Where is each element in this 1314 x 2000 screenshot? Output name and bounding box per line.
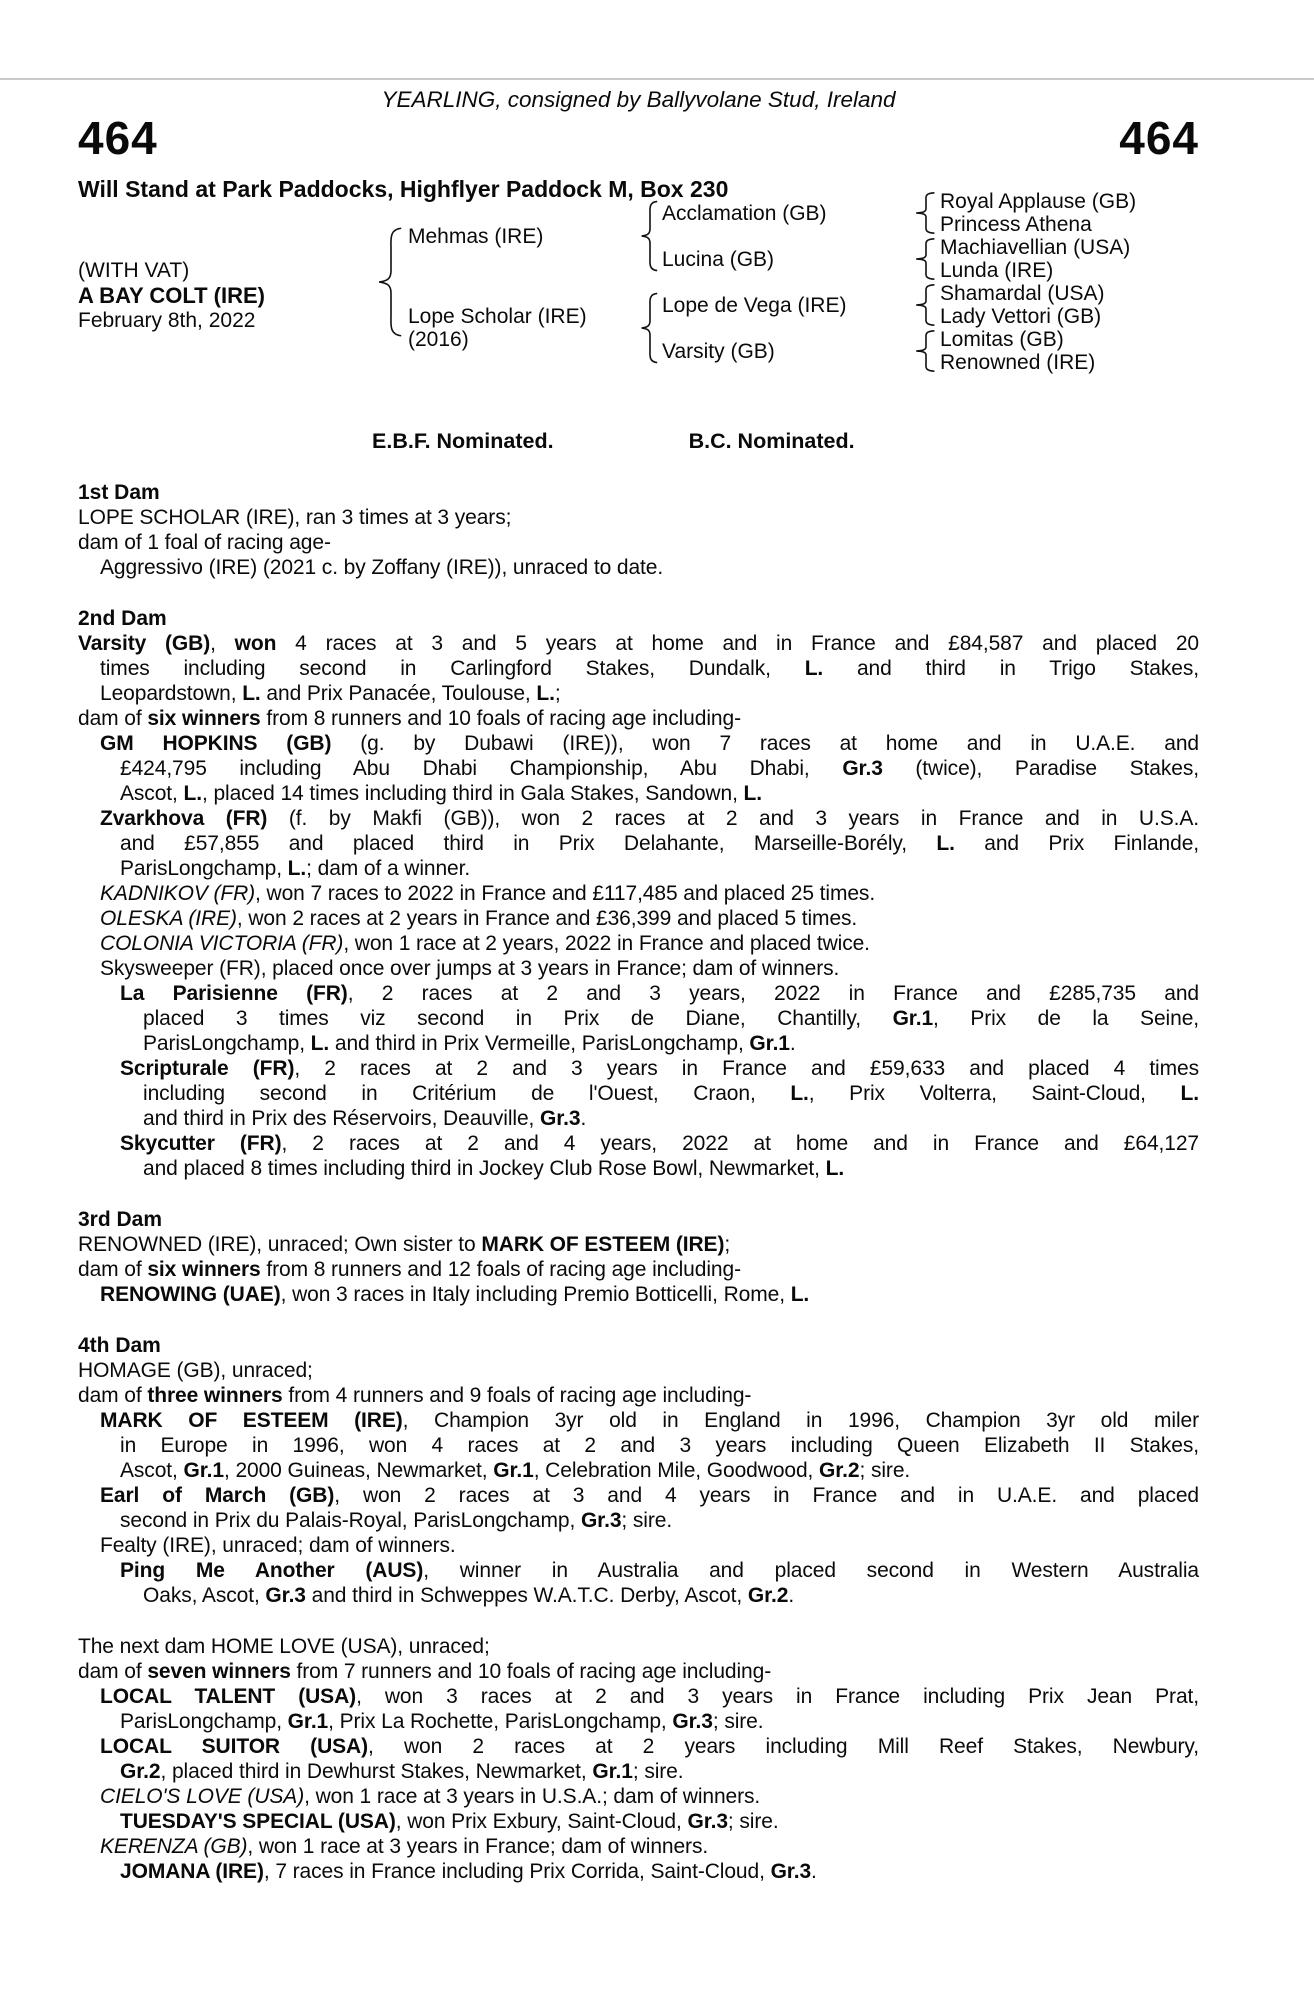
catalogue-line — [78, 1282, 1199, 1307]
pedigree-table — [78, 190, 1199, 374]
catalogue-line — [78, 1257, 1199, 1282]
text-run: (g. by Dubawi (IRE)), won 7 races at home and in U.A.E. and — [331, 732, 1200, 755]
text-run: ParisLongchamp, — [143, 1032, 311, 1055]
horse-name: Lunda (IRE) — [940, 259, 1054, 282]
text-run: ParisLongchamp, — [120, 1710, 288, 1733]
text-run: dam of — [78, 1384, 148, 1407]
text-run: ParisLongchamp, — [120, 857, 288, 880]
horse-name: Varsity (GB) — [662, 339, 775, 363]
pedigree-ancestor — [940, 351, 1199, 374]
pedigree-brace-g3-2 — [912, 236, 940, 282]
catalogue-line — [78, 530, 1199, 555]
pedigree-brace-g3-3 — [912, 282, 940, 328]
catalogue-line — [78, 1358, 1199, 1383]
text-run: ; — [724, 1233, 731, 1256]
text-run: Fealty (IRE), unraced; dam of winners. — [100, 1534, 456, 1557]
nominations-row — [78, 429, 1199, 454]
text-run: (twice), Paradise Stakes, — [882, 757, 1199, 780]
catalogue-line — [78, 1583, 1199, 1608]
catalogue-line — [78, 505, 1199, 530]
pedigree-ancestor — [940, 282, 1199, 305]
section-heading: 2nd Dam — [78, 607, 167, 630]
bold-run: Gr.3 — [770, 1860, 812, 1883]
text-run: , Prix La Rochette, ParisLongchamp, — [328, 1710, 673, 1733]
text-run: from 8 runners and 10 foals of racing age including- — [260, 707, 741, 730]
lot-number-row — [78, 112, 1199, 164]
bold-run: Skycutter (FR) — [120, 1132, 282, 1155]
text-run: ; — [554, 682, 561, 705]
stand-location: Will Stand at Park Paddocks, Highflyer Paddock M, Box 230 — [78, 176, 729, 202]
bold-run: seven winners — [147, 1660, 291, 1683]
catalogue-line — [78, 1056, 1199, 1081]
text-run: HOMAGE (GB), unraced; — [78, 1359, 313, 1382]
bold-run: Gr.1 — [287, 1710, 329, 1733]
bold-run: La Parisienne (FR) — [120, 982, 348, 1005]
catalogue-line — [78, 806, 1199, 831]
catalogue-line — [78, 1483, 1199, 1508]
bold-run: Gr.2 — [747, 1584, 789, 1607]
horse-name: Lady Vettori (GB) — [940, 305, 1102, 328]
section-heading: 1st Dam — [78, 481, 160, 504]
second-dam-section — [78, 606, 1199, 1181]
text-run: from 4 runners and 9 foals of racing age including- — [282, 1384, 752, 1407]
text-run: Ascot, — [120, 782, 184, 805]
text-run: and third in Prix des Réservoirs, Deauville, — [143, 1107, 541, 1130]
pedigree-ancestor — [940, 328, 1199, 351]
pedigree-dam-dam — [662, 328, 912, 374]
bold-run: Gr.3 — [842, 757, 883, 780]
bold-run: L. — [825, 1157, 845, 1180]
bold-run: L. — [183, 782, 202, 805]
horse-name: Lope Scholar (IRE) — [408, 305, 587, 328]
pedigree-ancestor — [940, 213, 1199, 236]
text-run: , placed 14 times including third in Gala Stakes, Sandown, — [201, 782, 744, 805]
catalogue-line — [78, 706, 1199, 731]
text-run: in Europe in 1996, won 4 races at 2 and 3 years including Queen Elizabeth II Stakes, — [120, 1434, 1199, 1457]
bold-run: Gr.1 — [592, 1760, 633, 1783]
catalogue-line — [78, 931, 1199, 956]
italic-run: KERENZA (GB) — [100, 1835, 248, 1858]
text-run: , won 3 races in Italy including Premio Botticelli, Rome, — [280, 1283, 791, 1306]
text-run: dam of 1 foal of racing age- — [78, 531, 331, 554]
text-run: LOPE SCHOLAR (IRE), ran 3 times at 3 years; — [78, 506, 512, 529]
horse-name: Machiavellian (USA) — [940, 236, 1131, 259]
pedigree-dam-sire — [662, 282, 912, 328]
dam-year: (2016) — [408, 328, 469, 351]
catalogue-line — [78, 906, 1199, 931]
text-run: , won 7 races to 2022 in France and £117,485 and placed 25 times. — [255, 882, 876, 905]
bold-run: L. — [536, 682, 555, 705]
pedigree-ancestor — [940, 190, 1199, 213]
catalogue-line — [78, 881, 1199, 906]
bold-run: L. — [743, 782, 763, 805]
consignment-title: YEARLING, consigned by Ballyvolane Stud, Ireland — [381, 87, 896, 112]
ebf-nomination: E.B.F. Nominated. — [372, 429, 554, 453]
bold-run: GM HOPKINS (GB) — [100, 732, 332, 755]
text-run: placed 3 times viz second in Prix de Diane, Chantilly, — [143, 1007, 893, 1030]
text-run: dam of — [78, 1258, 148, 1281]
text-run: (f. by Makfi (GB)), won 2 races at 2 and 3 years in France and in U.S.A. — [267, 807, 1199, 830]
text-run: 4 races at 3 and 5 years at home and in France and £84,587 and placed 20 — [276, 632, 1199, 655]
bold-run: Gr.3 — [540, 1107, 581, 1130]
fourth-dam-section — [78, 1333, 1199, 1608]
bc-nomination: B.C. Nominated. — [688, 429, 855, 453]
bold-run: Gr.3 — [672, 1710, 713, 1733]
horse-name: Princess Athena — [940, 213, 1092, 236]
lot-number-left: 464 — [78, 112, 158, 164]
bold-run: Gr.3 — [265, 1584, 306, 1607]
catalogue-line — [78, 1684, 1199, 1709]
bold-run: Earl of March (GB) — [100, 1484, 335, 1507]
dam-sections — [78, 480, 1199, 1884]
bold-run: L. — [242, 682, 261, 705]
text-run: . — [811, 1860, 817, 1883]
text-run: and third in Prix Vermeille, ParisLongchamp, — [329, 1032, 750, 1055]
pedigree-sire-dam — [662, 236, 912, 282]
bold-run: Gr.1 — [749, 1032, 790, 1055]
text-run: , won 2 races at 2 years including Mill Reef Stakes, Newbury, — [368, 1735, 1199, 1758]
bold-run: MARK OF ESTEEM (IRE) — [100, 1409, 403, 1432]
bold-run: Gr.2 — [819, 1459, 860, 1482]
catalogue-line — [78, 656, 1199, 681]
italic-run: COLONIA VICTORIA (FR) — [100, 932, 344, 955]
bold-run: Varsity (GB) — [78, 632, 211, 655]
pedigree-brace-g3-1 — [912, 190, 940, 236]
text-run: , won 1 race at 3 years in U.S.A.; dam of winners. — [304, 1785, 761, 1808]
text-run: ; dam of a winner. — [306, 857, 471, 880]
bold-run: L. — [310, 1032, 330, 1055]
bold-run: Scripturale (FR) — [120, 1057, 295, 1080]
pedigree-brace-main — [374, 213, 408, 351]
bold-run: six winners — [147, 1258, 261, 1281]
horse-name: Renowned (IRE) — [940, 351, 1096, 374]
text-run: , 2 races at 2 and 3 years, 2022 in France and £285,735 and — [347, 982, 1199, 1005]
horse-name: Mehmas (IRE) — [408, 224, 544, 248]
bold-run: Gr.1 — [892, 1007, 934, 1030]
bold-run: L. — [287, 857, 307, 880]
text-run: ; sire. — [621, 1509, 673, 1532]
text-run: times including second in Carlingford Stakes, Dundalk, — [100, 657, 805, 680]
bold-run: Gr.2 — [120, 1760, 161, 1783]
text-run: , placed third in Dewhurst Stakes, Newmarket, — [160, 1760, 593, 1783]
bold-run: Ping Me Another (AUS) — [120, 1559, 424, 1582]
horse-name: Lucina (GB) — [662, 247, 775, 271]
text-run: , Prix de la Seine, — [933, 1007, 1200, 1030]
horse-name: Acclamation (GB) — [662, 201, 827, 225]
text-run: , won 1 race at 3 years in France; dam of winners. — [247, 1835, 709, 1858]
catalogue-line — [78, 1859, 1199, 1884]
bold-run: JOMANA (IRE) — [120, 1860, 264, 1883]
bold-run: Gr.1 — [183, 1459, 224, 1482]
text-run: ; sire. — [712, 1710, 764, 1733]
text-run: , won 3 races at 2 and 3 years in France including Prix Jean Prat, — [356, 1685, 1199, 1708]
catalogue-line — [78, 781, 1199, 806]
catalogue-line — [78, 731, 1199, 756]
text-run: dam of — [78, 1660, 148, 1683]
catalogue-line — [78, 756, 1199, 781]
catalogue-line — [78, 1634, 1199, 1659]
first-dam-section — [78, 480, 1199, 580]
text-run: Aggressivo (IRE) (2021 c. by Zoffany (IRE)), unraced to date. — [100, 556, 664, 579]
bold-run: Gr.1 — [493, 1459, 534, 1482]
pedigree-ancestor — [940, 259, 1199, 282]
catalogue-line — [78, 1383, 1199, 1408]
catalogue-line — [78, 1784, 1199, 1809]
text-run: ; sire. — [632, 1760, 684, 1783]
text-run: The next dam HOME LOVE (USA), unraced; — [78, 1635, 490, 1658]
text-run: , 7 races in France including Prix Corrida, Saint-Cloud, — [263, 1860, 771, 1883]
bold-run: LOCAL SUITOR (USA) — [100, 1735, 369, 1758]
text-run: Oaks, Ascot, — [143, 1584, 266, 1607]
text-run: and placed 8 times including third in Jockey Club Rose Bowl, Newmarket, — [143, 1157, 826, 1180]
bold-run: three winners — [147, 1384, 283, 1407]
catalogue-line — [78, 1232, 1199, 1257]
text-run: , won 1 race at 2 years, 2022 in France and placed twice. — [343, 932, 870, 955]
text-run: second in Prix du Palais-Royal, ParisLongchamp, — [120, 1509, 581, 1532]
text-run: and third in Schweppes W.A.T.C. Derby, Ascot, — [305, 1584, 748, 1607]
text-run: ; sire. — [727, 1810, 779, 1833]
pedigree-ancestor — [940, 305, 1199, 328]
pedigree-brace-sire — [638, 190, 662, 282]
catalogue-line — [78, 681, 1199, 706]
text-run: £424,795 including Abu Dhabi Championship, Abu Dhabi, — [120, 757, 843, 780]
text-run: and £57,855 and placed third in Prix Delahante, Marseille-Borély, — [120, 832, 937, 855]
catalogue-line — [78, 1759, 1199, 1784]
catalogue-line — [78, 1709, 1199, 1734]
catalogue-line — [78, 956, 1199, 981]
bold-run: LOCAL TALENT (USA) — [100, 1685, 357, 1708]
italic-run: CIELO'S LOVE (USA) — [100, 1785, 305, 1808]
catalogue-line — [78, 831, 1199, 856]
colt-info-block — [78, 190, 374, 374]
catalogue-line — [78, 555, 1199, 580]
bold-run: MARK OF ESTEEM (IRE) — [481, 1233, 725, 1256]
catalogue-line — [78, 1508, 1199, 1533]
bold-run: won — [234, 632, 277, 655]
text-run: . — [580, 1107, 587, 1130]
text-run: , 2 races at 2 and 3 years in France and £59,633 and placed 4 times — [294, 1057, 1199, 1080]
catalogue-line — [78, 1156, 1199, 1181]
catalogue-line — [78, 1558, 1199, 1583]
catalogue-line — [78, 1433, 1199, 1458]
text-run: , — [210, 632, 235, 655]
catalogue-line — [78, 1081, 1199, 1106]
text-run: and Prix Finlande, — [954, 832, 1200, 855]
bold-run: L. — [790, 1082, 809, 1105]
bold-run: L. — [1180, 1082, 1199, 1105]
catalogue-line — [78, 1408, 1199, 1433]
foaling-date: February 8th, 2022 — [78, 308, 256, 332]
catalogue-line — [78, 1533, 1199, 1558]
catalogue-line — [78, 1809, 1199, 1834]
section-heading: 4th Dam — [78, 1334, 161, 1357]
bold-run: Gr.3 — [580, 1509, 622, 1532]
catalogue-line — [78, 1659, 1199, 1684]
text-run: Leopardstown, — [100, 682, 243, 705]
bold-run: six winners — [147, 707, 261, 730]
bold-run: L. — [936, 832, 955, 855]
text-run: and third in Trigo Stakes, — [823, 657, 1199, 680]
catalogue-line — [78, 1834, 1199, 1859]
text-run: RENOWNED (IRE), unraced; Own sister to — [78, 1233, 482, 1256]
text-run: , Celebration Mile, Goodwood, — [533, 1459, 820, 1482]
text-run: , 2 races at 2 and 4 years, 2022 at home and in France and £64,127 — [281, 1132, 1200, 1155]
catalogue-line — [78, 1131, 1199, 1156]
pedigree-sire-sire — [662, 190, 912, 236]
catalogue-line — [78, 631, 1199, 656]
text-run: , won 2 races at 3 and 4 years in France and in U.A.E. and placed — [334, 1484, 1200, 1507]
horse-name: Lomitas (GB) — [940, 328, 1064, 351]
text-run: dam of — [78, 707, 148, 730]
vat-note: (WITH VAT) — [78, 258, 190, 282]
catalogue-line — [78, 1458, 1199, 1483]
horse-name: Royal Applause (GB) — [940, 190, 1137, 213]
text-run: , Champion 3yr old in England in 1996, Champion 3yr old miler — [402, 1409, 1199, 1432]
text-run: and Prix Panacée, Toulouse, — [260, 682, 537, 705]
bold-run: RENOWING (UAE) — [100, 1283, 281, 1306]
bold-run: Zvarkhova (FR) — [100, 807, 268, 830]
pedigree-ancestor — [940, 236, 1199, 259]
bold-run: L. — [790, 1283, 810, 1306]
lot-number-right: 464 — [1119, 112, 1199, 164]
text-run: , Prix Volterra, Saint-Cloud, — [808, 1082, 1181, 1105]
text-run: from 7 runners and 10 foals of racing age including- — [290, 1660, 772, 1683]
catalogue-line — [78, 981, 1199, 1006]
pedigree-brace-dam — [638, 282, 662, 374]
catalogue-line — [78, 856, 1199, 881]
catalogue-line — [78, 1106, 1199, 1131]
bold-run: L. — [804, 657, 824, 680]
pedigree-sire — [408, 190, 638, 282]
text-run: from 8 runners and 12 foals of racing age including- — [260, 1258, 741, 1281]
bold-run: TUESDAY'S SPECIAL (USA) — [120, 1810, 396, 1833]
text-run: , 2000 Guineas, Newmarket, — [223, 1459, 494, 1482]
next-dam-section — [78, 1634, 1199, 1884]
third-dam-section — [78, 1207, 1199, 1307]
text-run: , won Prix Exbury, Saint-Cloud, — [395, 1810, 688, 1833]
catalogue-line — [78, 1734, 1199, 1759]
text-run: , won 2 races at 2 years in France and £36,399 and placed 5 times. — [236, 907, 858, 930]
horse-name: Lope de Vega (IRE) — [662, 293, 847, 317]
text-run: . — [789, 1032, 796, 1055]
text-run: including second in Critérium de l'Ouest, Craon, — [143, 1082, 791, 1105]
pedigree-brace-g3-4 — [912, 328, 940, 374]
italic-run: KADNIKOV (FR) — [100, 882, 256, 905]
text-run: Skysweeper (FR), placed once over jumps at 3 years in France; dam of winners. — [100, 957, 840, 980]
text-run: , winner in Australia and placed second in Western Australia — [423, 1559, 1199, 1582]
colt-description: A BAY COLT (IRE) — [78, 282, 266, 308]
catalogue-line — [78, 1031, 1199, 1056]
italic-run: OLESKA (IRE) — [100, 907, 237, 930]
text-run: . — [788, 1584, 795, 1607]
text-run: Ascot, — [120, 1459, 184, 1482]
catalogue-line — [78, 1006, 1199, 1031]
pedigree-dam — [408, 282, 638, 374]
horse-name: Shamardal (USA) — [940, 282, 1105, 305]
page-top-rule — [0, 78, 1314, 80]
text-run: ; sire. — [859, 1459, 911, 1482]
section-heading: 3rd Dam — [78, 1208, 163, 1231]
bold-run: Gr.3 — [687, 1810, 728, 1833]
